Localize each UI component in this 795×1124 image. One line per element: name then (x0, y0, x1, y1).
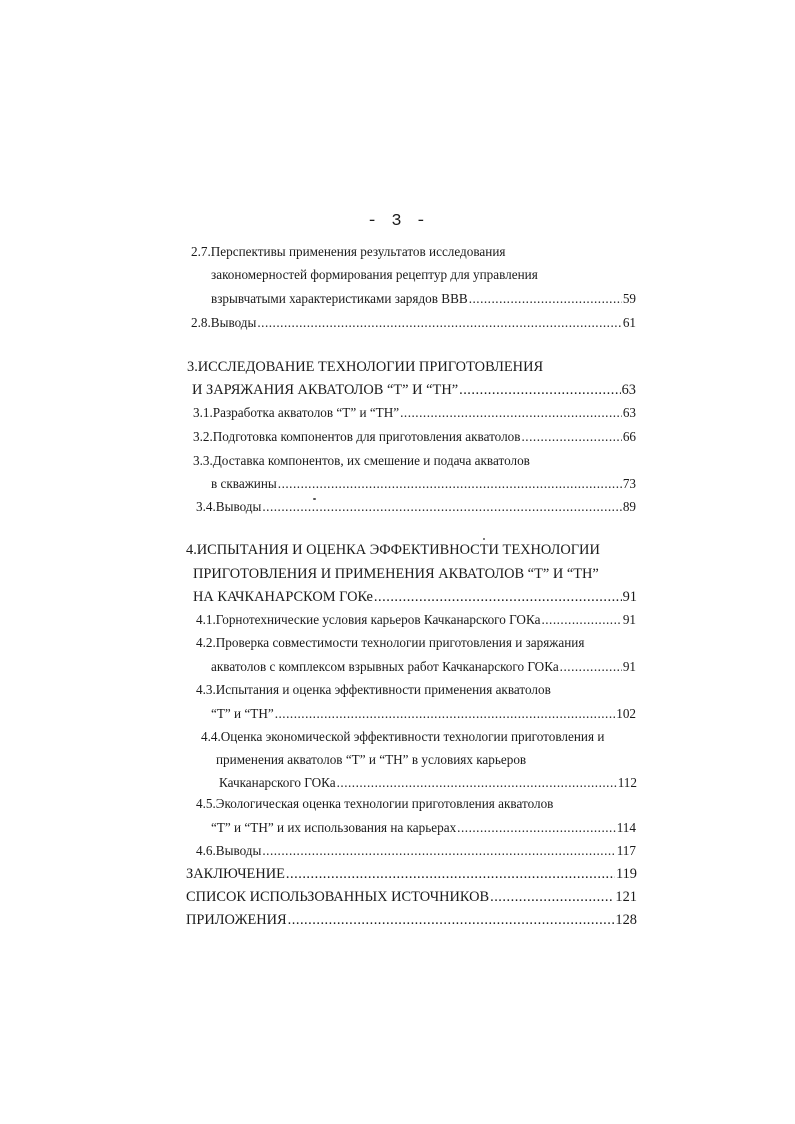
toc-entry-page: 112 (617, 775, 637, 790)
toc-entry (219, 775, 637, 791)
toc-entry-page: 119 (615, 866, 637, 882)
toc-entry (196, 843, 636, 859)
toc-leader-dots (400, 405, 622, 421)
toc-entry-title: 3.3.Доставка компонентов, их смешение и подача акватолов (193, 453, 530, 468)
toc-entry-page: 66 (622, 429, 636, 444)
toc-leader-dots (286, 866, 615, 882)
toc-entry (186, 866, 637, 882)
toc-leader-dots (275, 706, 616, 722)
toc-entry-title: применения акватолов “Т” и “ТН” в условиях карьеров (216, 752, 527, 767)
toc-entry-title: И ЗАРЯЖАНИЯ АКВАТОЛОВ “Т” И “ТН” (192, 382, 459, 398)
toc-entry-title: 3.4.Выводы (196, 499, 262, 514)
toc-entry-page: 89 (622, 499, 636, 514)
toc-entry-title: 3.1.Разработка акватолов “Т” и “ТН” (193, 405, 400, 420)
toc-entry-title: ПРИЛОЖЕНИЯ (186, 912, 287, 928)
toc-entry (191, 315, 636, 331)
toc-entry-title: 4.4.Оценка экономической эффективности технологии приготовления и (201, 729, 605, 744)
toc-leader-dots (337, 775, 617, 791)
toc-leader-dots (459, 382, 621, 398)
toc-leader-dots (288, 912, 615, 928)
toc-entry (187, 359, 543, 375)
toc-entry (216, 752, 526, 768)
toc-entry (196, 499, 636, 515)
toc-entry-page: 63 (622, 405, 636, 420)
toc-entry-page: 59 (622, 291, 636, 306)
toc-entry (193, 405, 636, 421)
toc-leader-dots (278, 476, 622, 492)
toc-entry-title: 4.ИСПЫТАНИЯ И ОЦЕНКА ЭФФЕКТИВНОСТИ ТЕХНОЛОГИИ (186, 542, 600, 558)
toc-entry-page: 61 (622, 315, 636, 330)
toc-entry (211, 659, 636, 675)
toc-entry-page: 91 (622, 659, 636, 674)
toc-entry (193, 429, 636, 445)
toc-entry-page: 117 (616, 843, 636, 858)
toc-entry (211, 291, 636, 307)
toc-entry-title: 4.2.Проверка совместимости технологии приготовления и заряжания (196, 635, 585, 650)
toc-entry-title: в скважины (211, 476, 277, 491)
toc-leader-dots (560, 659, 622, 675)
toc-entry-page: 102 (616, 706, 636, 721)
toc-entry-title: 4.5.Экологическая оценка технологии приготовления акватолов (196, 796, 554, 811)
toc-entry (196, 796, 553, 812)
toc-entry (211, 706, 636, 722)
toc-entry-page: 91 (622, 612, 636, 627)
scan-speck (313, 498, 316, 500)
toc-entry (211, 267, 538, 283)
toc-entry (196, 682, 551, 698)
toc-entry (211, 476, 636, 492)
toc-entry (196, 612, 636, 628)
toc-entry (211, 820, 636, 836)
toc-leader-dots (262, 843, 615, 859)
toc-entry-title: НА КАЧКАНАРСКОМ ГОКе (193, 589, 373, 605)
toc-entry-title: Качканарского ГОКа (219, 775, 336, 790)
toc-entry (193, 566, 599, 582)
toc-entry (201, 729, 604, 745)
toc-leader-dots (522, 429, 622, 445)
toc-entry-title: 4.1.Горнотехнические условия карьеров Качканарского ГОКа (196, 612, 541, 627)
toc-entry-page: 121 (615, 889, 637, 905)
toc-entry-title: СПИСОК ИСПОЛЬЗОВАННЫХ ИСТОЧНИКОВ (186, 889, 490, 905)
toc-entry-title: 2.8.Выводы (191, 315, 257, 330)
toc-entry-page: 128 (615, 912, 637, 928)
toc-entry-page: 73 (622, 476, 636, 491)
toc-entry-title: закономерностей формирования рецептур для управления (211, 267, 538, 282)
toc-leader-dots (262, 499, 621, 515)
toc-entry (192, 382, 636, 398)
toc-leader-dots (257, 315, 621, 331)
toc-entry-page: 63 (621, 382, 636, 398)
toc-entry (186, 542, 600, 558)
toc-entry (191, 244, 505, 260)
toc-entry (196, 635, 584, 651)
toc-entry-title: 2.7.Перспективы применения результатов исследования (191, 244, 506, 259)
toc-entry (186, 889, 637, 905)
toc-entry-page: 114 (616, 820, 636, 835)
toc-leader-dots (469, 291, 622, 307)
toc-entry (193, 453, 530, 469)
toc-leader-dots (374, 589, 622, 605)
toc-entry-title: 4.6.Выводы (196, 843, 262, 858)
toc-entry-title: ЗАКЛЮЧЕНИЕ (186, 866, 285, 882)
toc-entry (193, 589, 637, 605)
toc-entry-title: акватолов с комплексом взрывных работ Качканарского ГОКа (211, 659, 559, 674)
toc-entry-title: взрывчатыми характеристиками зарядов ВВВ (211, 291, 468, 306)
toc-entry-title: 3.2.Подготовка компонентов для приготовления акватолов (193, 429, 521, 444)
toc-entry-title: 4.3.Испытания и оценка эффективности применения акватолов (196, 682, 551, 697)
scan-speck (483, 538, 485, 540)
toc-entry-title: 3.ИССЛЕДОВАНИЕ ТЕХНОЛОГИИ ПРИГОТОВЛЕНИЯ (187, 359, 544, 375)
toc-leader-dots (457, 820, 616, 836)
toc-entry-title: ПРИГОТОВЛЕНИЯ И ПРИМЕНЕНИЯ АКВАТОЛОВ “Т” И “ТН” (193, 566, 599, 582)
toc-entry-title: “Т” и “ТН” (211, 706, 274, 721)
toc-leader-dots (541, 612, 621, 628)
toc-entry (186, 912, 637, 928)
toc-entry-title: “Т” и “ТН” и их использования на карьерах (211, 820, 457, 835)
toc-leader-dots (490, 889, 614, 905)
page-number: - 3 - (366, 212, 428, 231)
toc-entry-page: 91 (622, 589, 637, 605)
